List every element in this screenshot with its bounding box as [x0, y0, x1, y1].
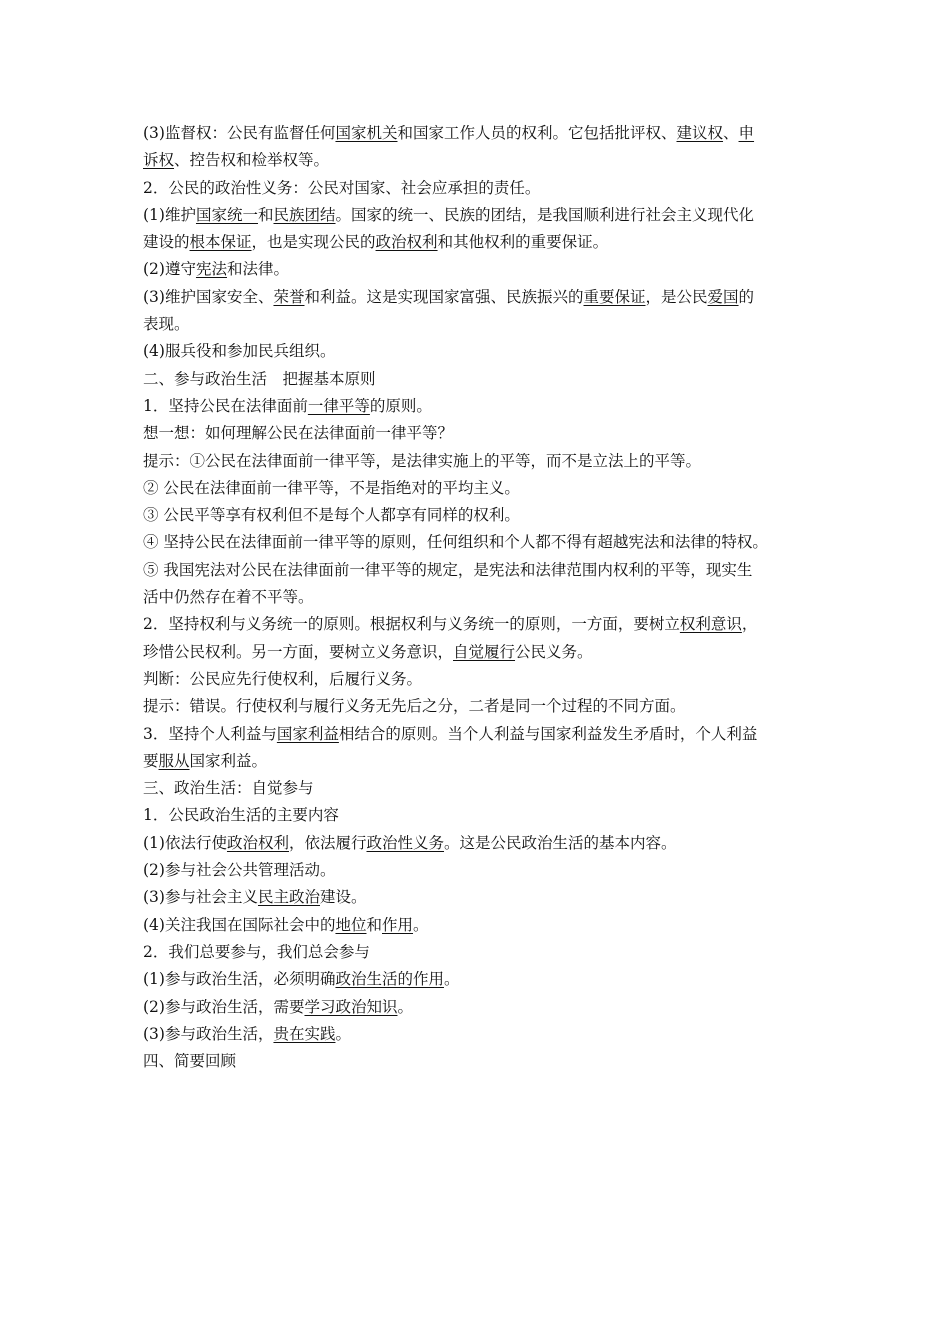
text-line	[143, 475, 815, 502]
text-segment: (1)维护	[143, 205, 196, 224]
text-segment: 2．我们总要参与，我们总会参与	[143, 942, 370, 961]
text-line	[143, 994, 815, 1021]
text-segment: 、控告权和检举权等。	[174, 151, 330, 170]
text-segment: 的	[738, 287, 755, 306]
text-line	[143, 420, 815, 447]
text-line	[143, 1048, 815, 1075]
underlined-key-term: 政治权利	[375, 233, 438, 252]
text-segment: 表现。	[143, 315, 190, 334]
text-segment: 和其他权利的重要保证。	[437, 233, 609, 252]
text-line	[143, 229, 815, 256]
text-line	[143, 311, 815, 338]
text-line	[143, 529, 815, 556]
text-segment: (3)参与政治生活，	[143, 1024, 274, 1043]
text-segment: 提示：①公民在法律面前一律平等，是法律实施上的平等，而不是立法上的平等。	[143, 451, 702, 470]
text-line	[143, 966, 815, 993]
text-line	[143, 802, 815, 829]
text-line	[143, 775, 815, 802]
text-line	[143, 393, 815, 420]
text-segment: 和国家工作人员的权利。它包括批评权、	[397, 124, 677, 142]
underlined-key-term: 申	[738, 124, 755, 142]
text-segment: 公民义务。	[515, 642, 593, 661]
text-segment: 三、政治生活：自觉参与	[143, 779, 314, 798]
text-segment: ，是公民	[645, 287, 708, 306]
text-line	[143, 584, 815, 611]
underlined-key-term: 诉权	[143, 151, 175, 170]
text-segment: 活中仍然存在着不平等。	[143, 588, 314, 607]
text-line	[143, 666, 815, 693]
document-body	[143, 120, 815, 1075]
text-segment: ，	[741, 615, 758, 634]
text-line	[143, 639, 815, 666]
text-line	[143, 338, 815, 365]
underlined-key-term: 国家机关	[335, 124, 398, 142]
text-segment: 。	[443, 970, 460, 989]
underlined-key-term: 重要保证	[583, 287, 646, 306]
text-segment: 建设。	[319, 888, 367, 907]
text-segment: 二、参与政治生活 把握基本原则	[143, 369, 376, 388]
text-line	[143, 1021, 815, 1048]
text-segment: 、	[723, 124, 739, 142]
text-line	[143, 175, 815, 202]
underlined-key-term: 国家统一	[195, 205, 258, 224]
text-line	[143, 748, 815, 775]
text-segment: ⑤ 我国宪法对公民在法律面前一律平等的规定，是宪法和法律范围内权利的平等，现实生	[143, 560, 753, 579]
text-segment: 提示：错误。行使权利与履行义务无先后之分，二者是同一个过程的不同方面。	[143, 697, 686, 716]
underlined-key-term: 地位	[335, 915, 367, 934]
text-line	[143, 721, 815, 748]
text-segment: 四、简要回顾	[143, 1052, 237, 1071]
text-segment: 。	[335, 1024, 351, 1043]
text-line	[143, 448, 815, 475]
text-segment: 3．坚持个人利益与	[143, 724, 277, 743]
text-segment: 国家利益。	[189, 751, 268, 770]
text-line	[143, 120, 815, 147]
text-segment: 和利益。这是实现国家富强、民族振兴的	[304, 287, 584, 306]
text-segment: 2．坚持权利与义务统一的原则。根据权利与义务统一的原则，一方面，要树立	[143, 615, 680, 634]
text-line	[143, 611, 815, 638]
text-line	[143, 284, 815, 311]
text-segment: 和	[257, 205, 274, 224]
text-segment: (3)监督权：公民有监督任何	[143, 124, 336, 142]
text-segment: 1．坚持公民在法律面前	[143, 396, 308, 415]
text-segment: 2．公民的政治性义务：公民对国家、社会应承担的责任。	[143, 178, 541, 197]
text-segment: (3)维护国家安全、	[143, 287, 274, 306]
text-segment: (2)参与政治生活，需要	[143, 997, 305, 1016]
text-segment: 。这是公民政治生活的基本内容。	[444, 833, 677, 852]
text-line	[143, 256, 815, 283]
text-segment: 。	[413, 915, 429, 934]
text-line	[143, 884, 815, 911]
underlined-key-term: 学习政治知识	[304, 997, 398, 1016]
text-line	[143, 857, 815, 884]
text-segment: 相结合的原则。当个人利益与国家利益发生矛盾时，个人利益	[338, 724, 758, 743]
text-segment: ，也是实现公民的	[251, 233, 376, 252]
underlined-key-term: 根本保证	[189, 233, 252, 252]
text-segment: 和	[366, 915, 382, 934]
underlined-key-term: 权利意识	[679, 615, 742, 634]
text-line	[143, 693, 815, 720]
text-line	[143, 557, 815, 584]
underlined-key-term: 建议权	[676, 124, 724, 142]
underlined-key-term: 自觉履行	[453, 642, 516, 661]
underlined-key-term: 服从	[158, 751, 190, 770]
underlined-key-term: 民主政治	[257, 888, 320, 907]
text-line	[143, 366, 815, 393]
underlined-key-term: 政治性义务	[366, 833, 445, 852]
text-line	[143, 502, 815, 529]
underlined-key-term: 爱国	[707, 287, 739, 306]
underlined-key-term: 作用	[382, 915, 414, 934]
text-segment: 的原则。	[369, 396, 432, 415]
text-line	[143, 202, 815, 229]
underlined-key-term: 政治权利	[226, 833, 289, 852]
text-segment: (4)服兵役和参加民兵组织。	[143, 342, 336, 361]
text-segment: 珍惜公民权利。另一方面，要树立义务意识，	[143, 642, 454, 661]
text-segment: 和法律。	[226, 260, 289, 279]
text-segment: 判断：公民应先行使权利，后履行义务。	[143, 669, 423, 688]
underlined-key-term: 宪法	[195, 260, 227, 279]
text-line	[143, 912, 815, 939]
text-segment: ② 公民在法律面前一律平等，不是指绝对的平均主义。	[143, 478, 520, 497]
underlined-key-term: 民族团结	[273, 205, 336, 224]
underlined-key-term: 荣誉	[273, 287, 305, 306]
text-line	[143, 939, 815, 966]
underlined-key-term: 国家利益	[276, 724, 339, 743]
text-segment: (4)关注我国在国际社会中的	[143, 915, 336, 934]
text-segment: (2)参与社会公共管理活动。	[143, 861, 336, 880]
text-segment: 想一想：如何理解公民在法律面前一律平等？	[143, 424, 454, 443]
text-segment: 要	[143, 751, 159, 770]
text-segment: ④ 坚持公民在法律面前一律平等的原则，任何组织和个人都不得有超越宪法和法律的特权。	[143, 533, 768, 552]
text-segment: 建设的	[143, 233, 190, 252]
underlined-key-term: 一律平等	[307, 396, 370, 415]
text-segment: ③ 公民平等享有权利但不是每个人都享有同样的权利。	[143, 506, 520, 525]
text-line	[143, 830, 815, 857]
text-segment: (3)参与社会主义	[143, 888, 258, 907]
underlined-key-term: 贵在实践	[273, 1024, 336, 1043]
text-segment: 1．公民政治生活的主要内容	[143, 806, 339, 825]
text-segment: (2)遵守	[143, 260, 196, 279]
text-segment: 。	[397, 997, 413, 1016]
text-segment: (1)依法行使	[143, 833, 227, 852]
text-segment: ，依法履行	[288, 833, 367, 852]
text-segment: (1)参与政治生活，必须明确	[143, 970, 336, 989]
text-line	[143, 147, 815, 174]
text-segment: 。国家的统一、民族的团结，是我国顺利进行社会主义现代化	[335, 205, 755, 224]
underlined-key-term: 政治生活的作用	[335, 970, 444, 989]
